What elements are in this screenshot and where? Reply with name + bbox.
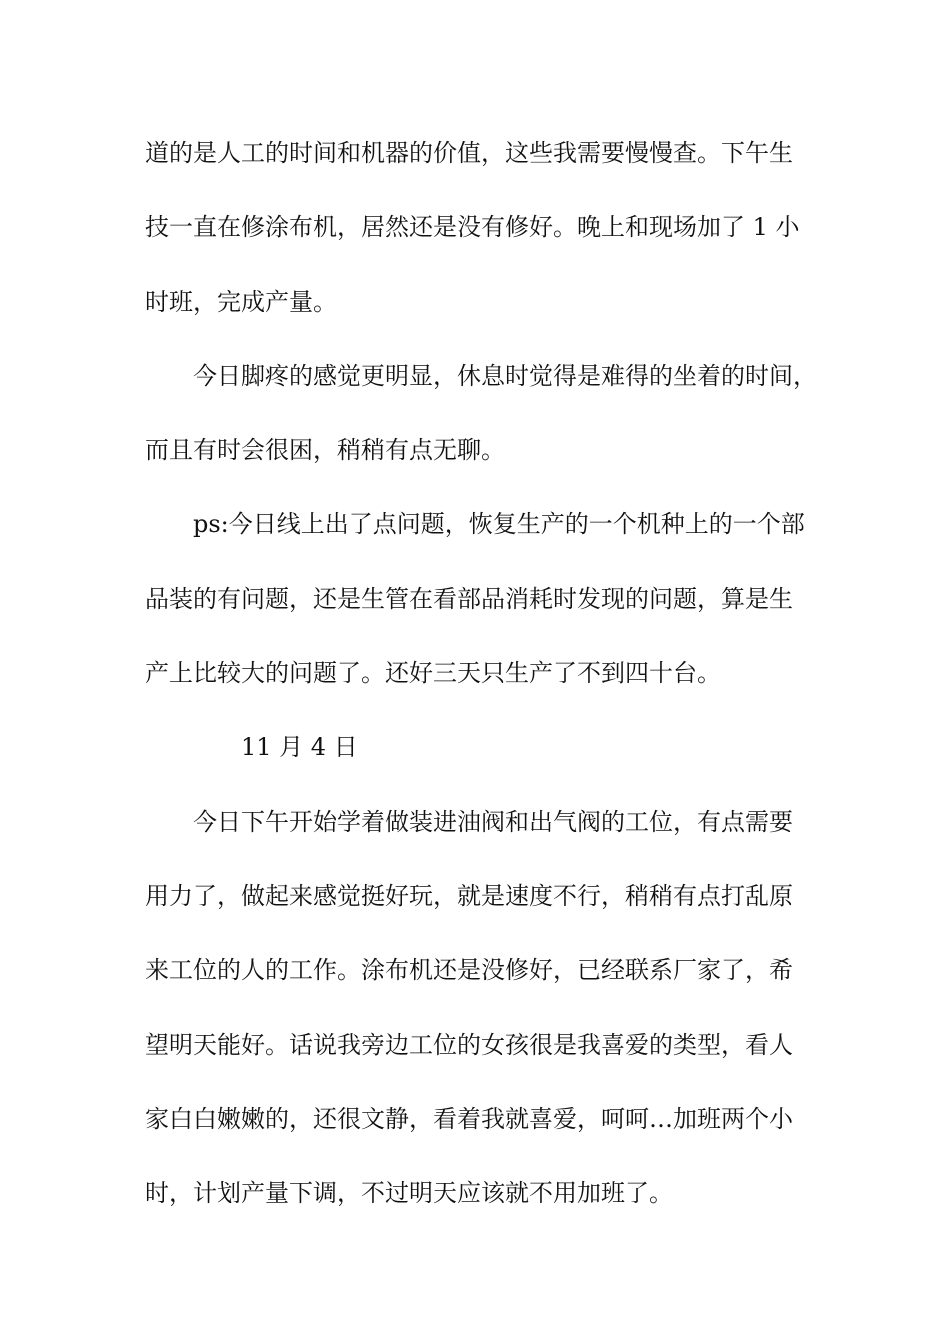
document-body (145, 128, 817, 1242)
paragraph-start-line: ps:今日线上出了点问题，恢复生产的一个机种上的一个部 (193, 510, 805, 539)
date-heading: 11 月 4 日 (241, 733, 358, 762)
text-line: 技一直在修涂布机，居然还是没有修好。晚上和现场加了 1 小 (145, 213, 800, 242)
text-line: 家白白嫩嫩的，还很文静，看着我就喜爱，呵呵…加班两个小 (145, 1104, 793, 1133)
text-line: 时，计划产量下调，不过明天应该就不用加班了。 (145, 1179, 673, 1208)
text-line: 而且有时会很困，稍稍有点无聊。 (145, 436, 505, 465)
paragraph-start-line: 今日脚疼的感觉更明显，休息时觉得是难得的坐着的时间， (193, 361, 817, 390)
text-line: 道的是人工的时间和机器的价值，这些我需要慢慢查。下午生 (145, 139, 793, 167)
text-line: 产上比较大的问题了。还好三天只生产了不到四十台。 (145, 659, 721, 688)
text-line: 望明天能好。话说我旁边工位的女孩很是我喜爱的类型，看人 (145, 1030, 793, 1059)
paragraph-start-line: 今日下午开始学着做装进油阀和出气阀的工位，有点需要 (193, 807, 793, 836)
text-line: 来工位的人的工作。涂布机还是没修好，已经联系厂家了，希 (145, 956, 793, 985)
text-line: 品装的有问题，还是生管在看部品消耗时发现的问题，算是生 (145, 584, 793, 613)
text-line: 用力了，做起来感觉挺好玩，就是速度不行，稍稍有点打乱原 (145, 881, 793, 910)
text-line: 时班，完成产量。 (145, 287, 337, 316)
